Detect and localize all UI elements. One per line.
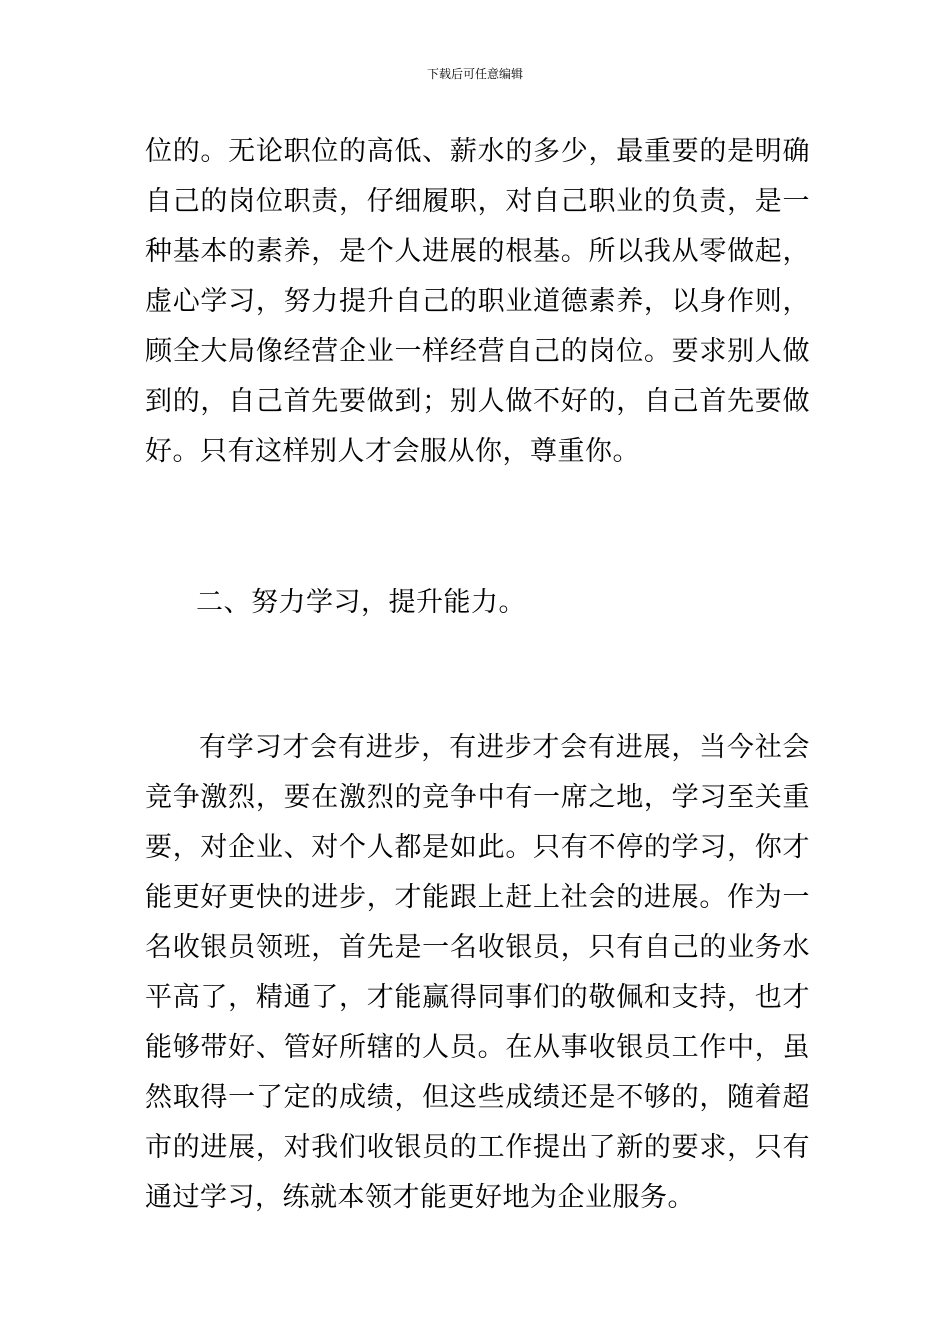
body-paragraph-2: 有学习才会有进步，有进步才会有进展，当今社会竞争激烈，要在激烈的竞争中有一席之地，学习至关重要，对企业、对个人都是如此。只有不停的学习，你才能更好更快的进步，才能跟上赶上社会的进展。作为一名收银员领班，首先是一名收银员，只有自己的业务水平高了，精通了，才能赢得同事们的敬佩和支持，也才能够带好、管好所辖的人员。在从事收银员工作中，虽然取得一了定的成绩，但这些成绩还是不够的，随着超市的进展，对我们收银员的工作提出了新的要求，只有通过学习，练就本领才能更好地为企业服务。 [145, 732, 810, 1213]
section-heading-2: 二、努力学习，提升能力。 [196, 587, 526, 618]
page-header: 下载后可任意编辑 [426, 67, 523, 81]
body-paragraph-1: 位的。无论职位的高低、薪水的多少，最重要的是明确自己的岗位职责，仔细履职，对自己职业的负责，是一种基本的素养，是个人进展的根基。所以我从零做起，虚心学习，努力提升自己的职业道德素养，以身作则，顾全大局像经营企业一样经营自己的岗位。要求别人做到的，自己首先要做到；别人做不好的，自己首先要做好。只有这样别人才会服从你，尊重你。 [145, 136, 810, 467]
